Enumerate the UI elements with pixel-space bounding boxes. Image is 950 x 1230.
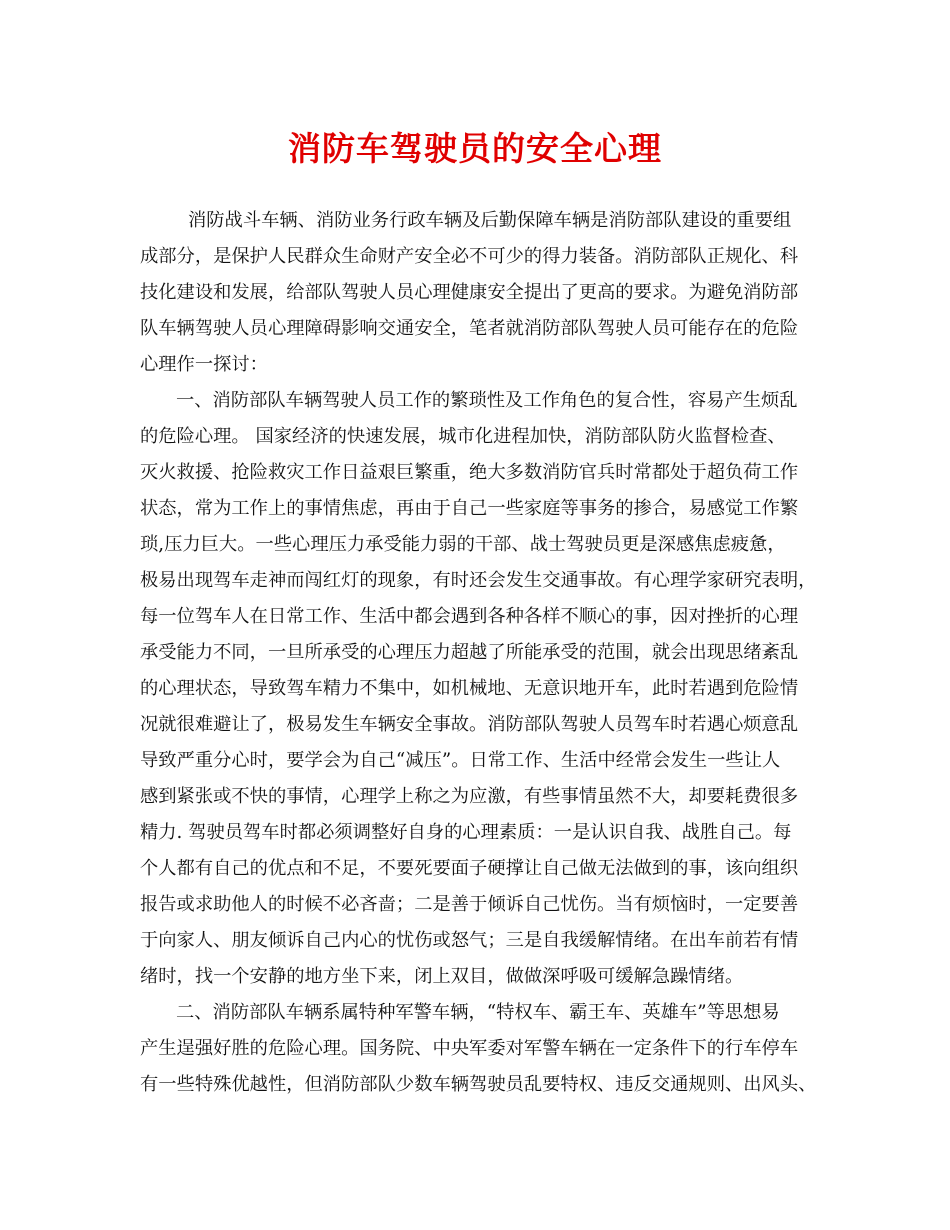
paragraph-line: 极易出现驾车走神而闯红灯的现象，有时还会发生交通事故。有心理学家研究表明， [140, 570, 816, 591]
paragraph-line: 产生逞强好胜的危险心理。国务院、中央军委对军警车辆在一定条件下的行车停车 [140, 1038, 799, 1059]
paragraph-line: 每一位驾车人在日常工作、生活中都会遇到各种各样不顺心的事，因对挫折的心理 [140, 606, 799, 627]
document-title: 消防车驾驶员的安全心理 [288, 129, 662, 168]
paragraph-line: 的危险心理。 国家经济的快速发展，城市化进程加快，消防部队防火监督检查、 [140, 426, 786, 447]
paragraph-line: 的心理状态，导致驾车精力不集中，如机械地、无意识地开车，此时若遇到危险情 [140, 678, 799, 699]
paragraph-line: 技化建设和发展，给部队驾驶人员心理健康安全提出了更高的要求。为避免消防部 [140, 282, 799, 303]
paragraph-line: 导致严重分心时，要学会为自己“减压”。日常工作、生活中经常会发生一些让人 [140, 750, 781, 771]
paragraph-line: 有一些特殊优越性，但消防部队少数车辆驾驶员乱要特权、违反交通规则、出风头、 [140, 1074, 816, 1095]
paragraph-line: 心理作一探讨： [140, 354, 268, 375]
paragraph-line: 于向家人、朋友倾诉自己内心的忧伤或怒气；三是自我缓解情绪。在出车前若有情 [140, 930, 799, 951]
paragraph-line: 消防战斗车辆、消防业务行政车辆及后勤保障车辆是消防部队建设的重要组 [188, 210, 792, 231]
paragraph-line: 琐,压力巨大。一些心理压力承受能力弱的干部、战士驾驶员更是深感焦虑疲惫， [140, 534, 786, 555]
paragraph-line: 感到紧张或不快的事情，心理学上称之为应激，有些事情虽然不大，却要耗费很多 [140, 786, 799, 807]
paragraph-line: 况就很难避让了，极易发生车辆安全事故。消防部队驾驶人员驾车时若遇心烦意乱 [140, 714, 799, 735]
paragraph-line: 报告或求助他人的时候不必吝啬；二是善于倾诉自己忧伤。当有烦恼时，一定要善 [140, 894, 799, 915]
paragraph-line: 成部分，是保护人民群众生命财产安全必不可少的得力装备。消防部队正规化、科 [140, 246, 799, 267]
section-heading-line: 二、消防部队车辆系属特种军警车辆，“特权车、霸王车、英雄车”等思想易 [176, 1002, 780, 1023]
paragraph-line: 状态，常为工作上的事情焦虑，再由于自己一些家庭等事务的掺合，易感觉工作繁 [140, 498, 799, 519]
paragraph-line: 队车辆驾驶人员心理障碍影响交通安全，笔者就消防部队驾驶人员可能存在的危险 [140, 318, 799, 339]
paragraph-line: 承受能力不同，一旦所承受的心理压力超越了所能承受的范围，就会出现思绪紊乱 [140, 642, 799, 663]
paragraph-line: 个人都有自己的优点和不足，不要死要面子硬撑让自己做无法做到的事，该向组织 [140, 858, 799, 879]
section-heading-line: 一、消防部队车辆驾驶人员工作的繁琐性及工作角色的复合性，容易产生烦乱 [176, 390, 798, 411]
paragraph-line: 精力. 驾驶员驾车时都必须调整好自身的心理素质：一是认识自我、战胜自己。每 [140, 822, 792, 843]
paragraph-line: 灭火救援、抢险救灾工作日益艰巨繁重，绝大多数消防官兵时常都处于超负荷工作 [140, 462, 799, 483]
paragraph-line: 绪时，找一个安静的地方坐下来，闭上双目，做做深呼吸可缓解急躁情绪。 [140, 966, 744, 987]
